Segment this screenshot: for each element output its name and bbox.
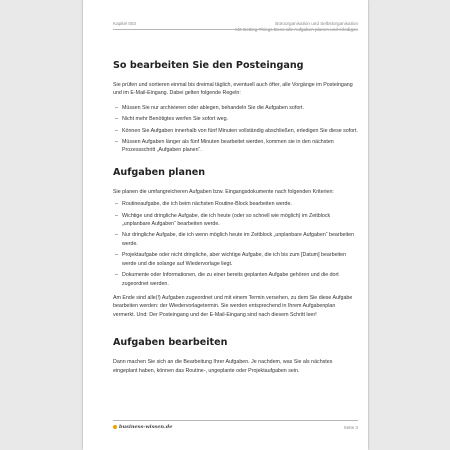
footer-divider: [113, 420, 358, 421]
page-number: Seite 3: [343, 425, 358, 430]
section-heading-bearbeiten: Aufgaben bearbeiten: [113, 337, 228, 349]
page-footer: [113, 420, 358, 434]
list-item: – Projektaufgabe oder nicht dringliche, aber wichtige Aufgabe, die ich bis zum [Datum] bearbeiten werde und die solange auf Wiedervorlage liegt.: [113, 251, 358, 268]
header-divider: [113, 29, 358, 30]
section-intro-posteingang: Sie prüfen und sortieren einmal bis dreimal täglich, eventuell auch öfter, alle Vorgänge im Posteingang und im E-Mail-Eingang. Dabei gelten folgende Regeln:: [113, 82, 353, 97]
section-outro-planen: Am Ende sind alle(!) Aufgaben zugeordnet und mit einem Termin versehen, zu dem Sie diese Aufgabe bearbeiten werden: der Wiedervorlagetermin. Sie werden entsprechend in Ihrem Aufgabenplan vermerkt. Und: Der Posteingang und der E-Mail-Eingang sind nach diesem Schritt leer!: [113, 294, 353, 318]
list-item: – Können Sie Aufgaben innerhalb von fünf Minuten vollständig abschließen, erledigen Sie diese sofort.: [113, 127, 358, 135]
logo-text: business-wissen.de: [119, 424, 173, 430]
list-item: – Dokumente oder Informationen, die zu einer bereits geplanten Aufgabe gehören und die dort zugeordnet werden.: [113, 271, 358, 288]
header-titles: [235, 21, 358, 33]
rules-list: [113, 104, 358, 155]
brand-logo: [113, 424, 172, 430]
header-title-line1: Büroorganisation und Selbstorganisation: [275, 21, 358, 26]
section-intro-planen: Sie planen die umfangreicheren Aufgaben bzw. Eingangsdokumente nach folgenden Kriterien:: [113, 188, 334, 195]
list-item: – Nur dringliche Aufgabe, die ich wenn möglich heute im Zeitblock „unplanbare Aufgaben“ bearbeiten werde.: [113, 231, 358, 248]
page-content: [113, 60, 358, 375]
section-intro-bearbeiten: Dann machen Sie sich an die Bearbeitung Ihrer Aufgaben. Je nachdem, was Sie als nächstes eingeplant haben, können das Routine-, ungeplante oder Projektaufgaben sein.: [113, 359, 333, 374]
page-header: [113, 16, 358, 38]
logo-dot-icon: [113, 425, 117, 429]
list-item: – Müssen Aufgaben länger als fünf Minuten bearbeitet werden, kommen sie in den nächsten Prozessschritt „Aufgaben planen“.: [113, 138, 358, 155]
criteria-list: [113, 200, 358, 288]
section-heading-posteingang: So bearbeiten Sie den Posteingang: [113, 60, 304, 71]
document-page: [83, 0, 368, 450]
list-item: – Müssen Sie nur archivieren oder ablegen, behandeln Sie die Aufgaben sofort.: [113, 104, 358, 112]
header-title-line2: Mit Getting Things Done alle Aufgaben planen und erledigen: [235, 27, 358, 32]
list-item: – Nicht mehr Benötigtes werfen Sie sofort weg.: [113, 115, 358, 123]
list-item: – Wichtige und dringliche Aufgabe, die ich heute (oder so schnell wie möglich) im Zeitblock „unplanbare Aufgaben“ bearbeiten werde.: [113, 212, 358, 229]
list-item: – Routineaufgabe, die ich beim nächsten Routine-Block bearbeiten werde.: [113, 200, 358, 208]
chapter-label: Kapitel 003: [113, 21, 136, 26]
section-heading-planen: Aufgaben planen: [113, 166, 206, 178]
